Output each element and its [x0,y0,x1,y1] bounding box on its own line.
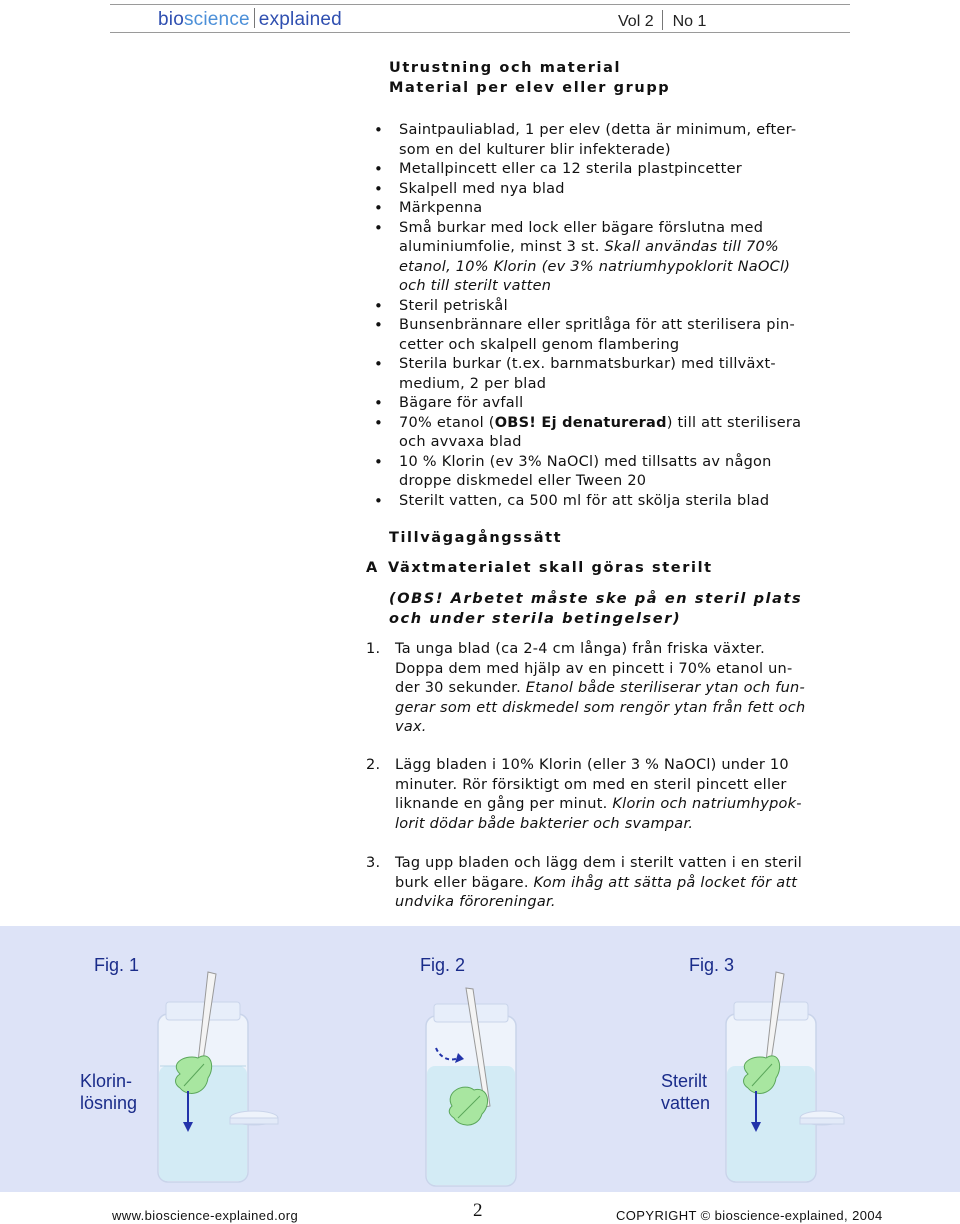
step-1: 1. Ta unga blad (ca 2-4 cm långa) från friska växter. Doppa dem med hjälp av en pincett i 70% etanol un- der 30 sekunder. Etanol både steriliserar ytan och fun- gerar som ett diskmedel som rengör ytan från fett och vax. [366,641,806,735]
fig-1-jar-illustration [150,966,280,1188]
list-item: • Märkpenna [372,199,852,219]
obs-note: (OBS! Arbetet måste ske på en steril plats och under sterila betingelser) [389,591,803,627]
list-item: • Sterilt vatten, ca 500 ml för att skölja sterila blad [372,492,852,512]
issue-number: No 1 [672,13,707,30]
brand-explained: explained [258,9,342,30]
materials-title: Utrustning och material [389,60,622,76]
procedure-title: Tillvägagångssätt [389,530,563,546]
sterile-water-label: Sterilt vatten [661,1071,711,1113]
section-a-heading: A Växtmaterialet skall göras sterilt [366,560,713,576]
fig-2-label: Fig. 2 [420,955,466,975]
page-number: 2 [473,1200,483,1221]
list-item: • Metallpincett eller ca 12 sterila plastpincetter [372,160,852,180]
volume-number [618,10,706,31]
materials-list [372,121,852,511]
fig-1-label: Fig. 1 [94,955,140,975]
step-2: 2. Lägg bladen i 10% Klorin (eller 3 % NaOCl) under 10 minuter. Rör försiktigt om med en steril pincett eller liknande en gång per minut. Klorin och natriumhypok- lorit dödar både bakterier och svampar. [366,757,802,832]
chlorine-solution-label: Klorin- lösning [80,1071,138,1113]
brand-bio: bio [158,9,184,30]
fig-2-jar-illustration [418,986,528,1192]
brand-logo [158,8,342,31]
footer-url[interactable]: www.bioscience-explained.org [112,1208,299,1223]
list-item: • Små burkar med lock eller bägare förslutna med aluminiumfolie, minst 3 st. Skall användas till 70% etanol, 10% Klorin (ev 3% natriumhypoklorit NaOCl) och till sterilt vatten [372,219,852,297]
list-item: • Bunsenbrännare eller spritlåga för att sterilisera pin- cetter och skalpell genom flambering [372,316,852,355]
header-top-rule [110,4,850,5]
list-item: • Steril petriskål [372,297,852,317]
list-item: • 70% etanol (OBS! Ej denaturerad) till att sterilisera och avvaxa blad [372,414,852,453]
list-item: • Skalpell med nya blad [372,180,852,200]
page-header [110,0,850,34]
step-3: 3. Tag upp bladen och lägg dem i sterilt vatten i en steril burk eller bägare. Kom ihåg att sätta på locket för att undvika föroreningar. [366,855,803,910]
page-footer [0,1198,960,1224]
list-item: • Bägare för avfall [372,394,852,414]
list-item: • 10 % Klorin (ev 3% NaOCl) med tillsatts av någon droppe diskmedel eller Tween 20 [372,453,852,492]
materials-subtitle: Material per elev eller grupp [389,80,671,96]
brand-science: science [183,9,250,30]
fig-3-jar-illustration [718,966,848,1188]
list-item: • Saintpauliablad, 1 per elev (detta är minimum, efter- som en del kulturer blir infekterade) [372,121,852,160]
header-bottom-rule [110,32,850,33]
fig-3-label: Fig. 3 [689,955,735,975]
volume: Vol 2 [618,13,654,30]
list-item: • Sterila burkar (t.ex. barnmatsburkar) med tillväxt- medium, 2 per blad [372,355,852,394]
footer-copyright: COPYRIGHT © bioscience-explained, 2004 [616,1208,883,1223]
